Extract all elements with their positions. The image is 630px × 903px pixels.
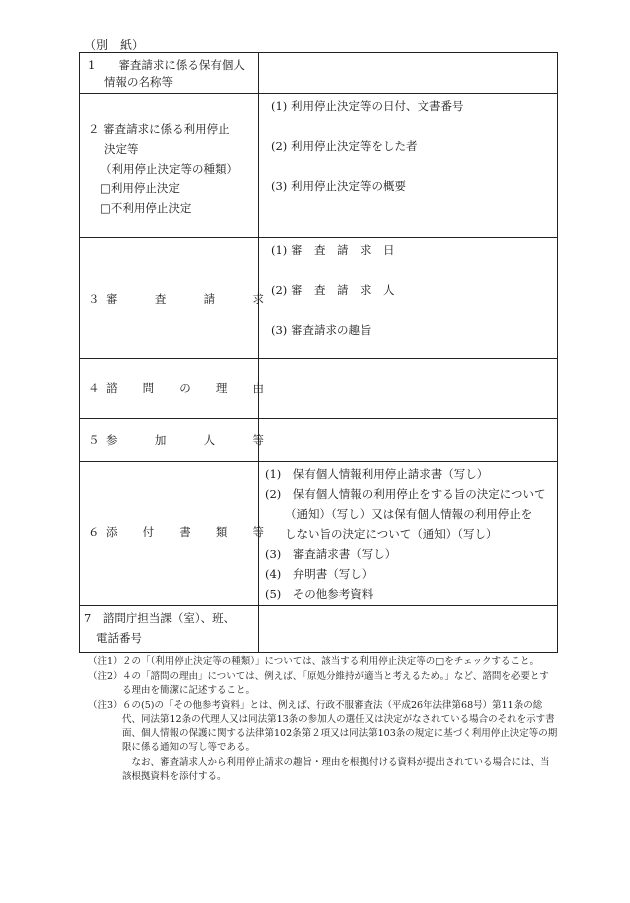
note-supplement: なお、審査請求人から利用停止請求の趣旨・理由を根拠付ける資料が提出されている場合には、当該根拠資料を添付する。 [122, 757, 550, 782]
note-3-label: （注3） [88, 700, 123, 711]
row-6-item-1: (1) 保有個人情報利用停止請求書（写し） [265, 467, 489, 481]
row-4 [80, 359, 558, 419]
row-4-char: 諮 [106, 381, 118, 395]
row-2-label-line1: ２ 審査請求に係る利用停止 [88, 122, 230, 136]
row-7-value-cell [259, 606, 558, 653]
row-6-item-5: (5) その他参考資料 [265, 587, 374, 601]
row-2-item-2: (2) 利用停止決定等をした者 [271, 139, 418, 153]
row-6-char: 等 [252, 525, 264, 539]
row-3-char: 求 [252, 292, 264, 306]
row-2 [80, 94, 558, 238]
row-5-char: 人 [203, 433, 216, 447]
note-3 [88, 699, 558, 755]
row-1-label-cell [80, 53, 259, 94]
row-4-char: 問 [142, 381, 155, 395]
row-3-value-cell [259, 238, 558, 359]
row-2-label-line3: （利用停止決定等の種類） [100, 162, 238, 176]
row-6-char: 書 [179, 525, 191, 539]
option-non-use-suspension-decision[interactable]: □不利用停止決定 [100, 201, 192, 215]
row-5-char: 等 [252, 433, 264, 447]
row-6-value-cell [259, 462, 558, 606]
row-1-label-line1: 1 審査請求に係る保有個人 [88, 58, 245, 72]
row-4-value-cell [259, 359, 558, 419]
row-3-char: 審 [106, 292, 118, 306]
row-1-label-line2: 情報の名称等 [104, 75, 173, 89]
note-1 [88, 655, 558, 669]
row-5-char: 加 [154, 433, 167, 447]
row-6-label [106, 524, 264, 540]
row-4-char: 由 [252, 381, 264, 395]
row-2-label-line2: 決定等 [104, 142, 139, 156]
row-6-item-2-cont2: しない旨の決定について（通知）（写し） [285, 527, 498, 541]
option-use-suspension-decision[interactable]: □利用停止決定 [100, 181, 180, 195]
row-6-number: ６ [88, 525, 100, 539]
row-6-char: 付 [142, 525, 155, 539]
row-5-label [106, 432, 264, 448]
note-1-text: ２の「（利用停止決定等の種類）」については、該当する利用停止決定等の□をチェックすること。 [122, 656, 540, 667]
row-3-char: 査 [154, 292, 167, 306]
note-1-label: （注1） [88, 656, 123, 667]
row-6 [80, 462, 558, 606]
row-2-item-1: (1) 利用停止決定等の日付、文書番号 [271, 99, 464, 113]
row-7 [80, 606, 558, 653]
row-4-char: 理 [215, 381, 228, 395]
review-request-form-table [79, 52, 558, 653]
row-1-value-cell [259, 53, 558, 94]
row-5-label-cell [80, 419, 264, 462]
row-5 [80, 419, 558, 462]
row-6-item-4: (4) 弁明書（写し） [265, 567, 374, 581]
note-3-text: ６の(5)の「その他参考資料」とは、例えば、行政不服審査法（平成26年法律第68号）第11条の総代、同法第12条の代理人又は同法第13条の参加人の選任又は決定がなされている場合のそれを示す書面、個人情報の保護に関する法律第102条第２項又は同法第103条の規定に基づく利用停止決定等の期限に係る通知の写し等である。 [122, 700, 558, 753]
row-4-label [106, 380, 264, 396]
row-6-label-cell [80, 462, 264, 606]
row-5-number: ５ [88, 433, 100, 447]
row-3-item-2: (2) 審 査 請 求 人 [271, 283, 395, 297]
notes-section [88, 655, 558, 784]
row-3-label-cell [80, 238, 264, 359]
row-5-char: 参 [106, 433, 118, 447]
row-5-value-cell [259, 419, 558, 462]
row-2-label-cell [80, 94, 259, 238]
row-4-number: ４ [88, 381, 100, 395]
row-1 [80, 53, 558, 94]
row-6-char: 添 [106, 525, 118, 539]
row-2-value-cell [259, 94, 558, 238]
row-7-label-line2: 電話番号 [96, 631, 142, 645]
note-2 [88, 670, 558, 698]
attachment-heading: （別 紙） [84, 38, 145, 52]
row-3 [80, 238, 558, 359]
row-3-item-3: (3) 審査請求の趣旨 [271, 323, 372, 337]
note-2-text: ４の「諮問の理由」については、例えば、「原処分維持が適当と考えるため。」など、諮問を必要とする理由を簡潔に記述すること。 [122, 671, 549, 696]
row-2-item-3: (3) 利用停止決定等の概要 [271, 179, 406, 193]
row-6-char: 類 [215, 525, 228, 539]
row-3-label [106, 291, 264, 307]
row-7-label-line1: 7 諮問庁担当課（室）、班、 [84, 611, 236, 625]
row-3-number: ３ [88, 292, 100, 306]
row-4-label-cell [80, 359, 264, 419]
row-6-item-3: (3) 審査請求書（写し） [265, 547, 397, 561]
row-7-label-cell [80, 606, 259, 653]
row-6-item-2: (2) 保有個人情報の利用停止をする旨の決定について [265, 487, 546, 501]
row-3-item-1: (1) 審 査 請 求 日 [271, 243, 395, 257]
row-4-char: の [179, 381, 191, 395]
row-3-char: 請 [203, 292, 216, 306]
note-2-label: （注2） [88, 671, 123, 682]
row-6-item-2-cont1: （通知）（写し）又は保有個人情報の利用停止を [285, 507, 533, 521]
